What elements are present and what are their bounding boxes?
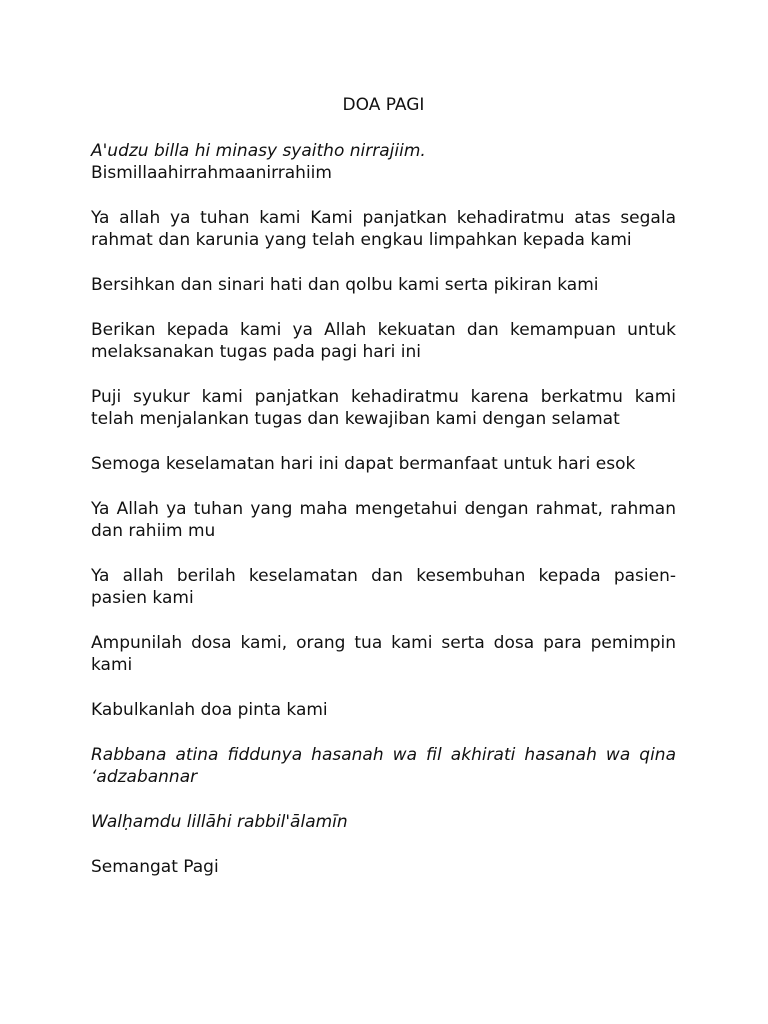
prayer-paragraph-4: Puji syukur kami panjatkan kehadiratmu karena berkatmu kami telah menjalankan tugas dan kewajiban kami dengan selamat bbox=[91, 387, 676, 429]
document-title: DOA PAGI bbox=[342, 95, 425, 115]
prayer-paragraph-6: Ya Allah ya tuhan yang maha mengetahui dengan rahmat, rahman dan rahiim mu bbox=[91, 499, 676, 541]
prayer-paragraph-7: Ya allah berilah keselamatan dan kesembuhan kepada pasien-pasien kami bbox=[91, 566, 676, 608]
opening-block bbox=[91, 140, 676, 184]
prayer-paragraph-9: Kabulkanlah doa pinta kami bbox=[91, 700, 328, 720]
taawudz-line: A'udzu billa hi minasy syaitho nirrajiim. bbox=[91, 141, 426, 161]
prayer-paragraph-8: Ampunilah dosa kami, orang tua kami serta dosa para pemimpin kami bbox=[91, 633, 676, 675]
prayer-paragraph-5: Semoga keselamatan hari ini dapat bermanfaat untuk hari esok bbox=[91, 454, 636, 474]
prayer-paragraph-2: Bersihkan dan sinari hati dan qolbu kami serta pikiran kami bbox=[91, 275, 599, 295]
rabbana-paragraph: Rabbana atina fiddunya hasanah wa fil akhirati hasanah wa qina ‘adzabannar bbox=[91, 745, 676, 787]
basmalah-line: Bismillaahirrahmaanirrahiim bbox=[91, 163, 332, 183]
prayer-paragraph-3: Berikan kepada kami ya Allah kekuatan dan kemampuan untuk melaksanakan tugas pada pagi hari ini bbox=[91, 320, 676, 362]
hamdalah-paragraph: Walḥamdu lillāhi rabbil'ālamīn bbox=[91, 812, 348, 832]
prayer-paragraph-1: Ya allah ya tuhan kami Kami panjatkan kehadiratmu atas segala rahmat dan karunia yang telah engkau limpahkan kepada kami bbox=[91, 208, 676, 250]
closing-paragraph: Semangat Pagi bbox=[91, 857, 219, 877]
